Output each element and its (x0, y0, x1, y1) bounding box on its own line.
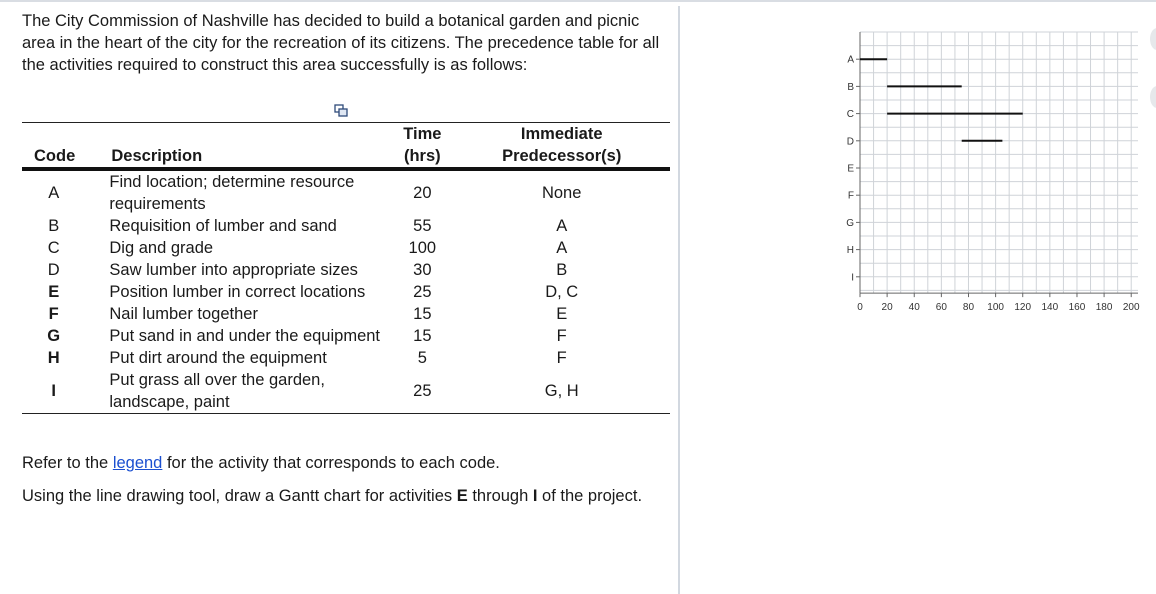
row-description: Dig and grade (109, 239, 214, 257)
header-predecessors (453, 123, 670, 170)
x-tick-label: 80 (962, 302, 975, 314)
scroll-edge-button[interactable] (1150, 28, 1156, 50)
table-row (22, 369, 670, 414)
table-row (22, 215, 670, 237)
pane-divider (678, 6, 680, 594)
table-row (22, 259, 670, 281)
row-code: B (48, 217, 60, 235)
row-code: G (47, 327, 61, 345)
row-predecessor: G, H (544, 382, 579, 400)
instruction-middle: through (467, 487, 533, 505)
row-time: 15 (413, 305, 432, 323)
header-description: Description (111, 147, 203, 165)
row-predecessor: E (556, 305, 568, 323)
x-tick-label: 140 (1041, 302, 1059, 314)
row-predecessor: A (556, 217, 568, 235)
table-row (22, 347, 670, 369)
instruction-before: Using the line drawing tool, draw a Gantt chart for activities (22, 487, 457, 505)
row-code: D (47, 261, 60, 279)
y-tick-label: G (846, 217, 854, 229)
header-pred-line1: Immediate (520, 125, 603, 143)
row-code: C (47, 239, 60, 257)
question-intro: The City Commission of Nashville has decided to build a botanical garden and picnic area in the heart of the city for the recreation of its citizens. The precedence table for all the activities required to construct this area successfully is as follows: (22, 12, 660, 74)
row-predecessor: None (541, 184, 582, 202)
row-description: Saw lumber into appropriate sizes (109, 261, 358, 279)
header-pred-line2: Predecessor(s) (502, 147, 622, 165)
row-time: 100 (408, 239, 437, 257)
row-description: Position lumber in correct locations (109, 283, 366, 301)
header-time-line2: (hrs) (403, 147, 441, 165)
x-tick-label: 0 (857, 302, 863, 314)
row-description: Put dirt around the equipment (109, 349, 327, 367)
row-time: 25 (413, 283, 432, 301)
row-time: 55 (413, 217, 432, 235)
y-tick-label: B (847, 81, 854, 93)
row-code: A (48, 184, 60, 202)
row-predecessor: A (556, 239, 568, 257)
header-time-line1: Time (403, 125, 442, 143)
legend-link[interactable]: legend (112, 454, 163, 472)
instruction-bold-end: I (532, 487, 538, 505)
x-tick-label: 160 (1068, 302, 1086, 314)
x-tick-label: 120 (1014, 302, 1032, 314)
scroll-edge-button[interactable] (1150, 86, 1156, 108)
row-time: 30 (413, 261, 432, 279)
gantt-drawing-area[interactable] (845, 28, 1145, 338)
instruction-after: of the project. (537, 487, 643, 505)
instruction-text (22, 485, 672, 507)
row-code: H (47, 349, 60, 367)
y-tick-label: F (847, 190, 854, 202)
legend-reference (22, 452, 500, 474)
row-predecessor: B (556, 261, 568, 279)
precedence-table (22, 122, 670, 414)
table-row (22, 303, 670, 325)
row-time: 5 (417, 349, 427, 367)
table-row (22, 325, 670, 347)
refer-text-after: for the activity that corresponds to each code. (162, 454, 500, 472)
table-header-row (22, 123, 670, 170)
table-row (22, 169, 670, 215)
row-time: 20 (413, 184, 432, 202)
table-row (22, 237, 670, 259)
x-tick-label: 40 (908, 302, 920, 314)
x-tick-label: 20 (881, 302, 893, 314)
y-tick-label: E (847, 163, 854, 175)
header-time (391, 123, 453, 170)
row-predecessor: F (556, 327, 567, 345)
instruction-bold-start: E (456, 487, 468, 505)
row-predecessor: D, C (545, 283, 579, 301)
row-description: Nail lumber together (109, 305, 258, 323)
row-time: 15 (413, 327, 432, 345)
y-tick-label: C (846, 109, 854, 121)
row-time: 25 (413, 382, 432, 400)
header-code: Code (34, 147, 76, 165)
y-tick-label: D (846, 136, 854, 148)
x-tick-label: 100 (987, 302, 1004, 314)
x-tick-label: 200 (1122, 302, 1140, 314)
y-tick-label: H (846, 245, 854, 257)
row-code: E (48, 283, 60, 301)
row-description: Put grass all over the garden, landscape, paint (109, 371, 325, 411)
row-code: F (48, 305, 59, 323)
table-row (22, 281, 670, 303)
row-description: Put sand in and under the equipment (109, 327, 381, 345)
row-predecessor: F (556, 349, 567, 367)
y-tick-label: A (847, 54, 854, 66)
row-description: Find location; determine resource requirements (109, 173, 355, 213)
x-tick-label: 60 (935, 302, 947, 314)
x-tick-label: 180 (1095, 302, 1113, 314)
row-description: Requisition of lumber and sand (109, 217, 337, 235)
y-tick-label: I (851, 272, 854, 284)
copy-table-icon[interactable] (334, 104, 348, 118)
refer-text-before: Refer to the (22, 454, 113, 472)
row-code: I (51, 382, 56, 400)
